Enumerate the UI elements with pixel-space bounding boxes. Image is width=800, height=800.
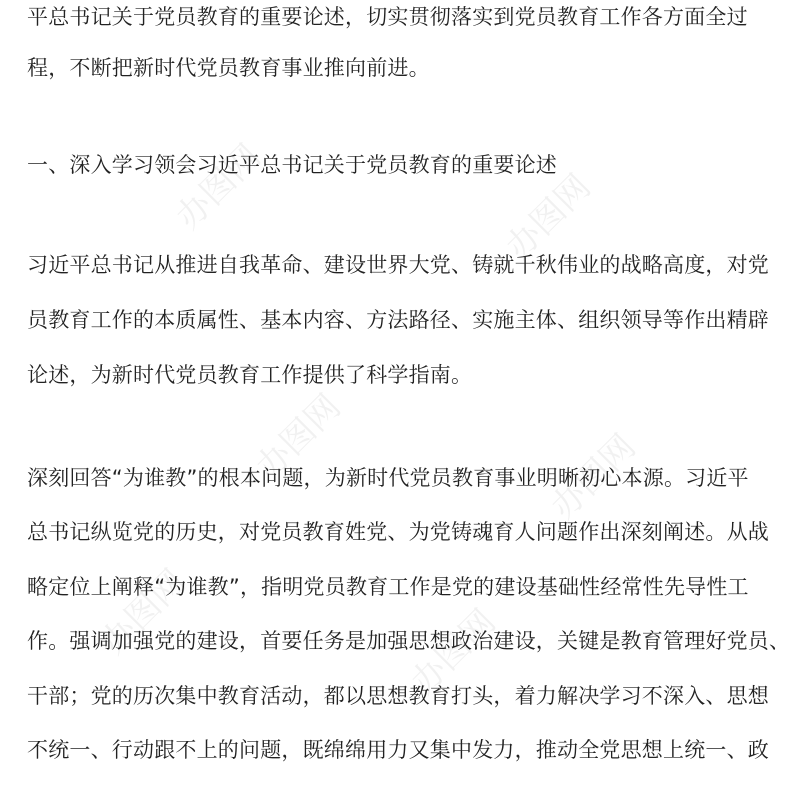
paragraph-line: 作。强调加强党的建设，首要任务是加强思想政治建设，关键是教育管理好党员、	[27, 629, 791, 653]
paragraph-line: 深刻回答“为谁教”的根本问题，为新时代党员教育事业明晰初心本源。习近平	[27, 466, 749, 490]
paragraph-line: 干部；党的历次集中教育活动，都以思想教育打头，着力解决学习不深入、思想	[27, 684, 769, 708]
paragraph-line: 总书记纵览党的历史，对党员教育姓党、为党铸魂育人问题作出深刻阐述。从战	[27, 520, 769, 544]
watermark: 办图网	[168, 136, 269, 238]
watermark: 办图网	[543, 426, 644, 528]
watermark: 办图网	[248, 386, 349, 488]
watermark: 办图网	[93, 561, 194, 663]
section-heading: 一、深入学习领会习近平总书记关于党员教育的重要论述	[27, 153, 557, 177]
paragraph-line: 平总书记关于党员教育的重要论述，切实贯彻落实到党员教育工作各方面全过	[27, 5, 748, 29]
paragraph-line: 程，不断把新时代党员教育事业推向前进。	[27, 56, 430, 80]
paragraph-line: 习近平总书记从推进自我革命、建设世界大党、铸就千秋伟业的战略高度，对党	[27, 253, 769, 277]
paragraph-line: 论述，为新时代党员教育工作提供了科学指南。	[27, 363, 473, 387]
paragraph-line: 员教育工作的本质属性、基本内容、方法路径、实施主体、组织领导等作出精辟	[27, 308, 769, 332]
watermark: 办图网	[403, 601, 504, 703]
watermark: 办图网	[498, 166, 599, 268]
paragraph-line: 略定位上阐释“为谁教”，指明党员教育工作是党的建设基础性经常性先导性工	[27, 575, 749, 599]
paragraph-line: 不统一、行动跟不上的问题，既绵绵用力又集中发力，推动全党思想上统一、政	[27, 738, 769, 762]
